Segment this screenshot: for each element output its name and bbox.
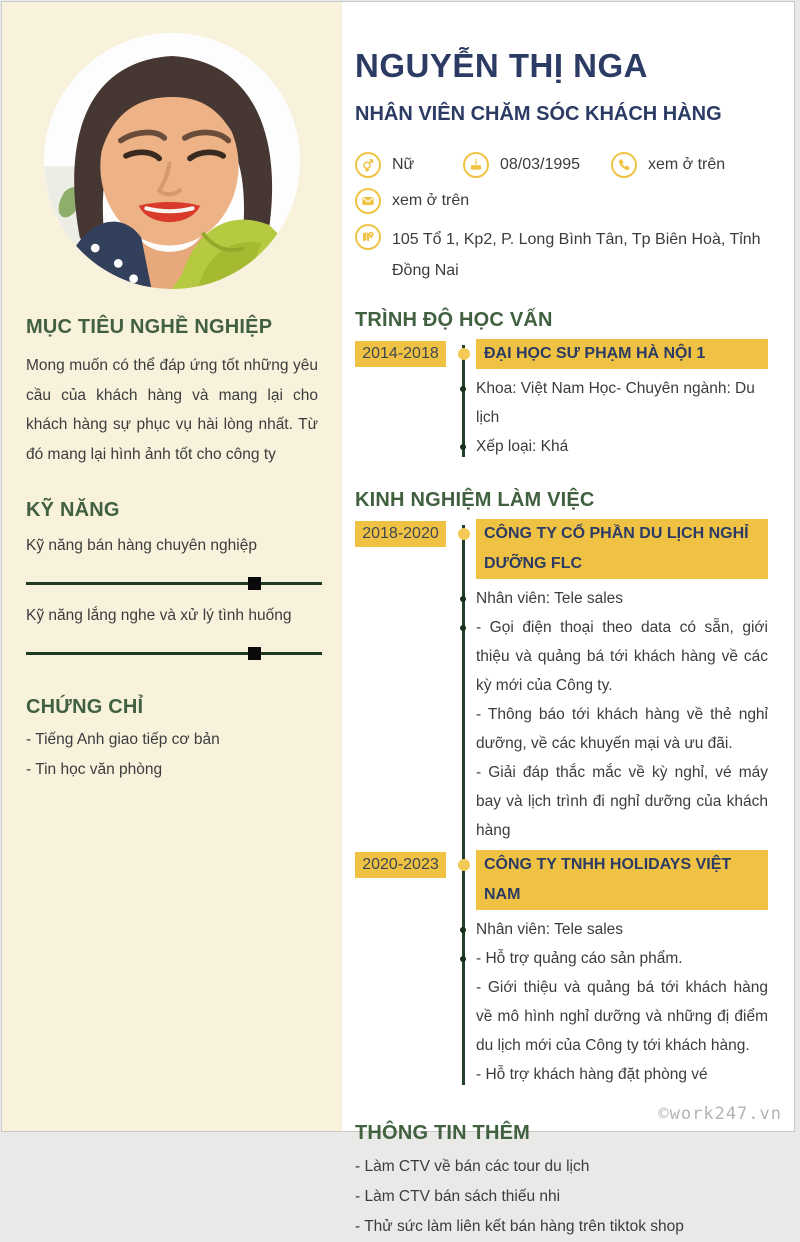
experience-bullets: [476, 915, 768, 1089]
certificate-item: - Tiếng Anh giao tiếp cơ bản: [26, 731, 220, 748]
main-column: [342, 2, 794, 1235]
experience-entry: [355, 852, 768, 1089]
birthday-cake-icon: [463, 152, 489, 178]
education-bullets: [476, 374, 768, 461]
objective-text: Mong muốn có thể đáp ứng tốt những yêu cầu của khách hàng và mang lại cho khách hàng sự phục vụ hài lòng nhất. Từ đó mang lại hình ảnh tốt cho công ty: [26, 357, 318, 463]
address-field: [355, 224, 768, 286]
skill-item: [26, 537, 318, 590]
experience-timeline: [355, 521, 768, 1089]
info-row: [355, 152, 768, 178]
address-value: 105 Tổ 1, Kp2, P. Long Bình Tân, Tp Biên Hoà, Tỉnh Đồng Nai: [392, 231, 761, 279]
sidebar: [2, 2, 342, 1131]
additional-item: - Làm CTV về bán các tour du lịch: [355, 1158, 590, 1175]
experience-bullets: [476, 584, 768, 845]
education-entry: [355, 341, 768, 461]
skills-heading: KỸ NĂNG: [26, 499, 120, 521]
skill-slider: [26, 577, 318, 590]
portrait-illustration: [44, 33, 300, 289]
entry-content: [476, 521, 768, 845]
phone-icon: [611, 152, 637, 178]
phone-value: xem ở trên: [648, 156, 726, 173]
email-value: xem ở trên: [392, 192, 470, 209]
education-timeline: [355, 341, 768, 461]
email-field: [355, 188, 469, 214]
phone-field: [611, 152, 725, 178]
timeline-line: [462, 345, 465, 457]
period-badge: 2020-2023: [355, 852, 446, 878]
gender-icon: [355, 152, 381, 178]
details-bullet: [476, 613, 768, 845]
details-bullet: [476, 944, 768, 1089]
role-bullet: Nhân viên: Tele sales: [476, 915, 768, 944]
additional-item: - Thử sức làm liên kết bán hàng trên tiktok shop: [355, 1218, 684, 1235]
timeline-dot: [458, 528, 470, 540]
company-title-text: CÔNG TY CỔ PHẦN DU LỊCH NGHỈ DƯỠNG FLC: [484, 525, 749, 572]
education-bullet: Khoa: Việt Nam Học- Chuyên ngành: Du lịch: [476, 374, 768, 432]
detail-line: - Giải đáp thắc mắc về kỳ nghỉ, vé máy bay và lịch trình đi nghỉ dưỡng của khách hàng: [476, 764, 768, 839]
certificates-heading: CHỨNG CHỈ: [26, 696, 144, 718]
experience-entry: [355, 521, 768, 845]
detail-line: - Hỗ trợ quảng cáo sản phẩm.: [476, 950, 683, 967]
experience-heading: KINH NGHIỆM LÀM VIỆC: [355, 489, 595, 511]
birthday-value: 08/03/1995: [500, 156, 581, 173]
timeline-dot: [458, 859, 470, 871]
role-bullet: Nhân viên: Tele sales: [476, 584, 768, 613]
education-heading: TRÌNH ĐỘ HỌC VẤN: [355, 309, 553, 331]
additional-item: - Làm CTV bán sách thiếu nhi: [355, 1188, 561, 1205]
skill-slider-handle[interactable]: [248, 647, 261, 660]
personal-info: [355, 152, 768, 286]
detail-line: - Gọi điện thoại theo data có sẵn, giới thiệu và quảng bá tới khách hàng về các kỳ mới của Công ty.: [476, 619, 768, 694]
school-title-text: ĐẠI HỌC SƯ PHẠM HÀ NỘI 1: [484, 345, 706, 362]
company-title-text: CÔNG TY TNHH HOLIDAYS VIỆT NAM: [484, 856, 732, 903]
company-title: [476, 850, 768, 910]
certificate-item: - Tin học văn phòng: [26, 761, 163, 778]
skill-item: [26, 607, 318, 660]
objective-heading: MỤC TIÊU NGHỀ NGHIỆP: [26, 316, 273, 338]
skill-label: Kỹ năng lắng nghe và xử lý tình huống: [26, 607, 292, 624]
additional-heading: THÔNG TIN THÊM: [355, 1122, 531, 1144]
entry-content: [476, 341, 768, 461]
detail-line: - Thông báo tới khách hàng về thẻ nghỉ dưỡng, về các khuyến mại và ưu đãi.: [476, 706, 768, 752]
additional-list: [355, 1152, 768, 1242]
detail-line: - Giới thiệu và quảng bá tới khách hàng về mô hình nghỉ dưỡng và những đị điểm du lịch mới của Công ty tới khách hàng.: [476, 979, 768, 1054]
info-row: [355, 188, 768, 214]
skill-slider: [26, 647, 318, 660]
education-bullet: Xếp loại: Khá: [476, 432, 768, 461]
info-row: [355, 224, 768, 286]
gender-field: [355, 152, 463, 178]
candidate-name: NGUYỄN THỊ NGA: [355, 47, 649, 84]
birthday-field: [463, 152, 611, 178]
period-badge: 2018-2020: [355, 521, 446, 547]
skill-slider-track: [26, 652, 322, 655]
email-icon: [355, 188, 381, 214]
watermark: ©work247.vn: [658, 1104, 782, 1124]
map-location-icon: [355, 224, 381, 250]
period-badge: 2014-2018: [355, 341, 446, 367]
gender-value: Nữ: [392, 156, 415, 173]
school-title: [476, 339, 768, 369]
skill-label: Kỹ năng bán hàng chuyên nghiệp: [26, 537, 257, 554]
detail-line: - Hỗ trợ khách hàng đặt phòng vé: [476, 1066, 708, 1083]
skill-slider-track: [26, 582, 322, 585]
candidate-job-title: NHÂN VIÊN CHĂM SÓC KHÁCH HÀNG: [355, 103, 722, 125]
skill-slider-handle[interactable]: [248, 577, 261, 590]
company-title: [476, 519, 768, 579]
timeline-line: [462, 525, 465, 1085]
cv-page: [1, 1, 795, 1235]
timeline-dot: [458, 348, 470, 360]
entry-content: [476, 852, 768, 1089]
profile-photo: [44, 33, 300, 289]
